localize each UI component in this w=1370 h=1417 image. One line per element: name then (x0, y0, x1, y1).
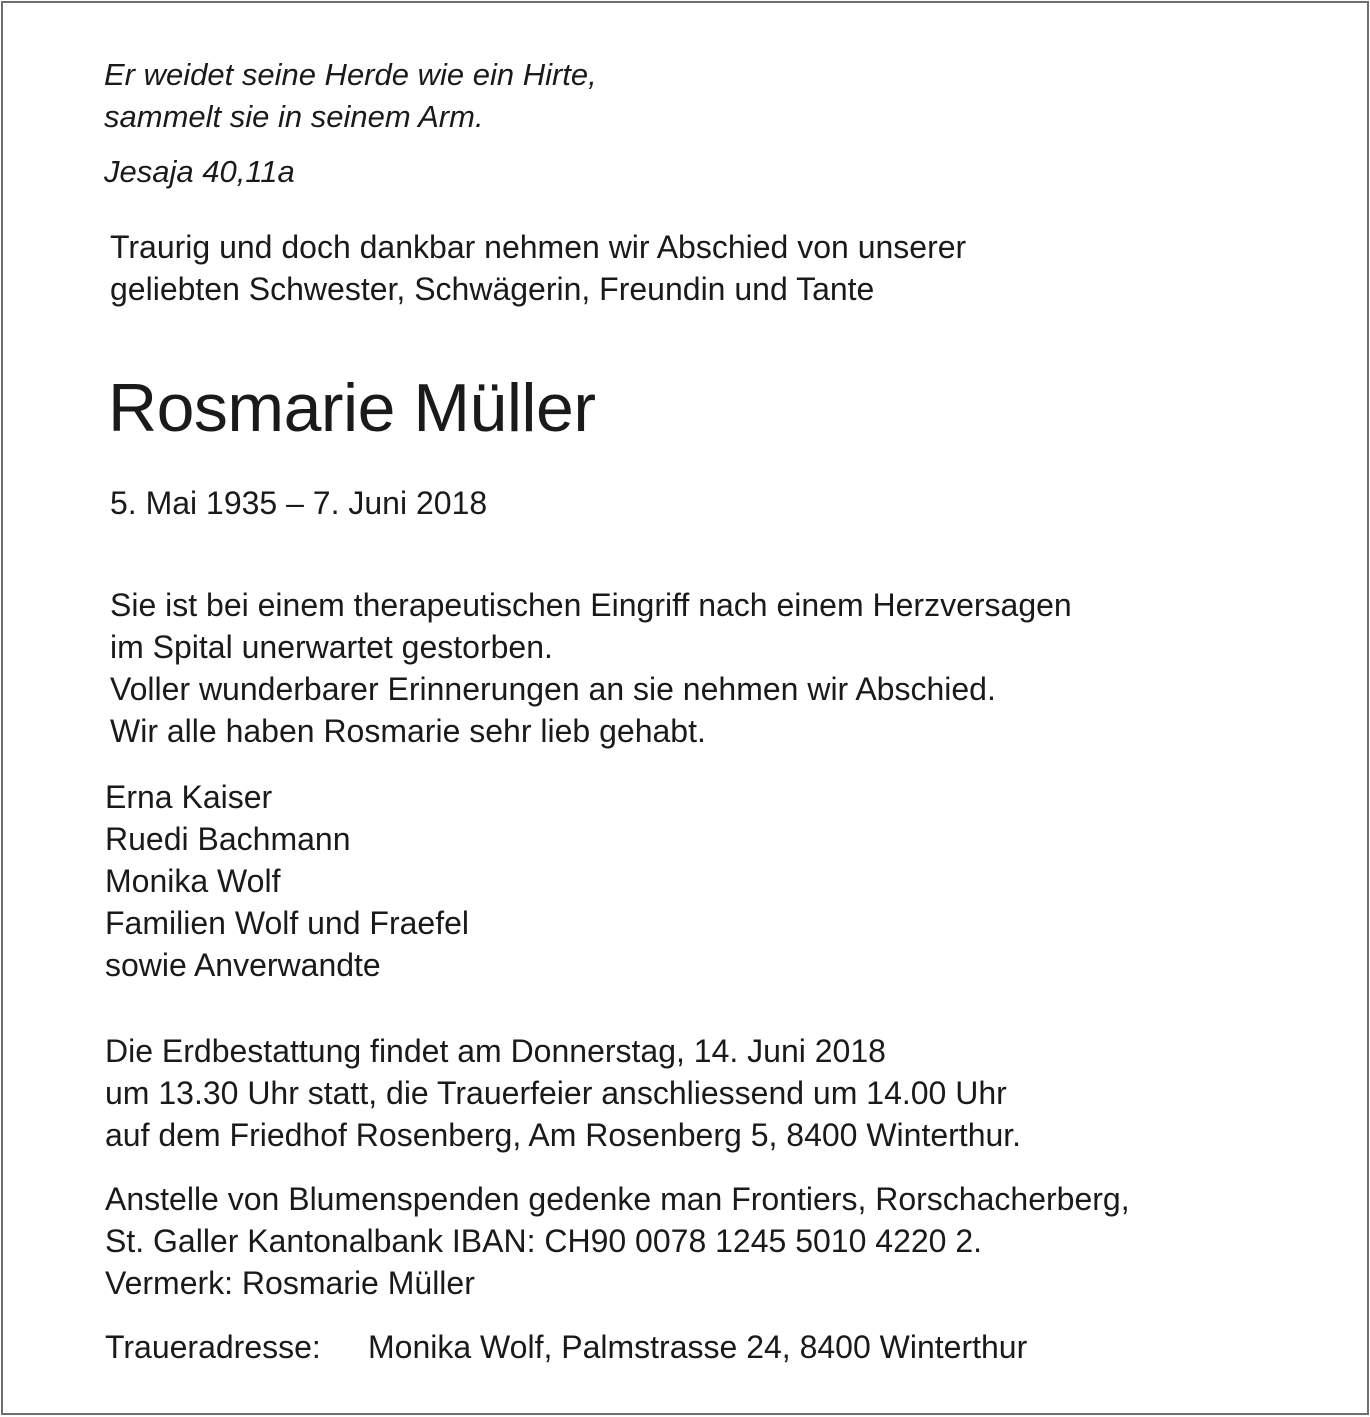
mourner-3: Monika Wolf (105, 863, 281, 899)
intro-line-2: geliebten Schwester, Schwägerin, Freundin und Tante (110, 271, 875, 307)
mourner-5: sowie Anverwandte (105, 947, 381, 983)
message-line-4: Wir alle haben Rosmarie sehr lieb gehabt. (110, 713, 706, 749)
funeral-line-2: um 13.30 Uhr statt, die Trauerfeier anschliessend um 14.00 Uhr (105, 1075, 1007, 1111)
funeral-line-3: auf dem Friedhof Rosenberg, Am Rosenberg 5, 8400 Winterthur. (105, 1117, 1022, 1153)
funeral-line-1: Die Erdbestattung findet am Donnerstag, 14. Juni 2018 (105, 1033, 886, 1069)
address-value: Monika Wolf, Palmstrasse 24, 8400 Winterthur (368, 1329, 1028, 1365)
address-label: Traueradresse: (105, 1329, 321, 1365)
mourner-1: Erna Kaiser (105, 779, 273, 815)
donation-line-1: Anstelle von Blumenspenden gedenke man Frontiers, Rorschacherberg, (105, 1181, 1130, 1217)
message-line-1: Sie ist bei einem therapeutischen Eingriff nach einem Herzversagen (110, 587, 1072, 623)
donation-line-2: St. Galler Kantonalbank IBAN: CH90 0078 1245 5010 4220 2. (105, 1223, 983, 1259)
intro-line-1: Traurig und doch dankbar nehmen wir Abschied von unserer (110, 229, 967, 265)
verse-reference: Jesaja 40,11a (104, 154, 295, 189)
mourner-2: Ruedi Bachmann (105, 821, 351, 857)
message-line-2: im Spital unerwartet gestorben. (110, 629, 553, 665)
deceased-name: Rosmarie Müller (108, 370, 596, 446)
message-line-3: Voller wunderbarer Erinnerungen an sie nehmen wir Abschied. (110, 671, 996, 707)
verse-line-1: Er weidet seine Herde wie ein Hirte, (104, 57, 597, 92)
donation-line-3: Vermerk: Rosmarie Müller (105, 1265, 475, 1301)
verse-line-2: sammelt sie in seinem Arm. (104, 99, 484, 134)
mourner-4: Familien Wolf und Fraefel (105, 905, 469, 941)
life-dates: 5. Mai 1935 – 7. Juni 2018 (110, 485, 488, 521)
